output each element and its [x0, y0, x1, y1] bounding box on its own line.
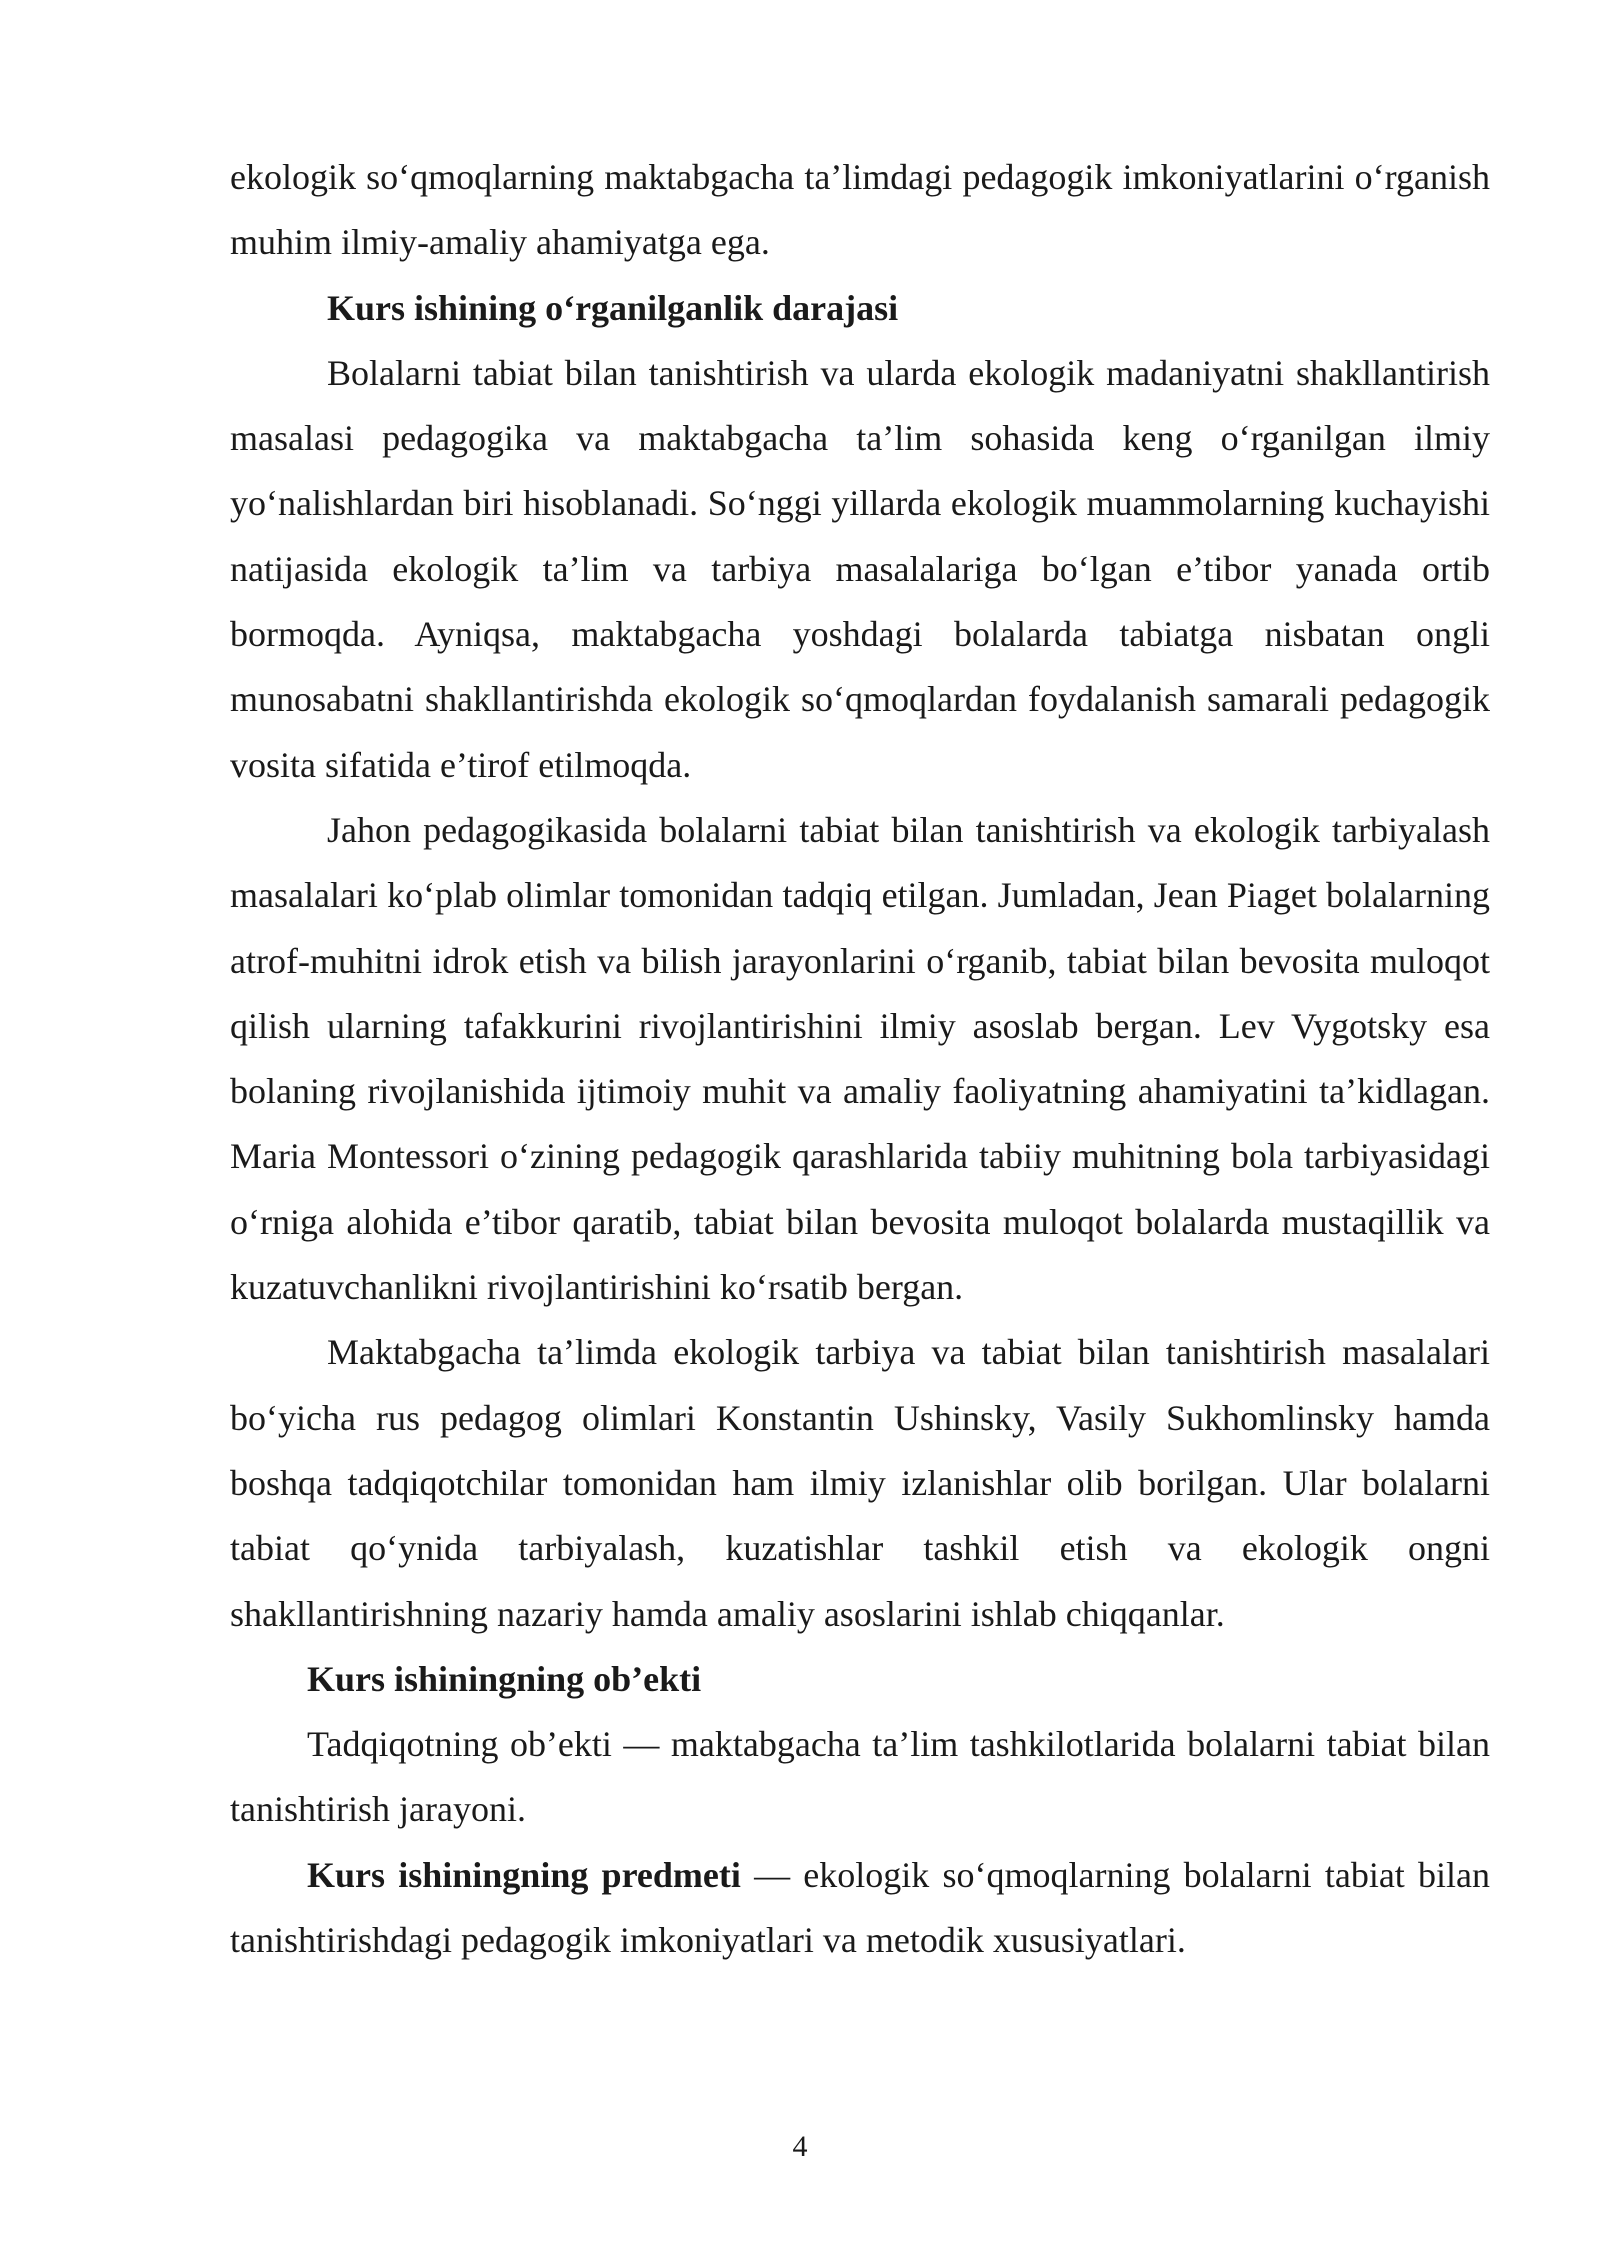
section-heading-study-level: Kurs ishining o‘rganilganlik darajasi	[327, 287, 899, 328]
paragraph-object: Tadqiqotning ob’ekti — maktabgacha ta’lim tashkilotlarida bolalarni tabiat bilan tanishtirish jarayoni.	[230, 1724, 1490, 1830]
section-heading-object: Kurs ishiningning ob’ekti	[307, 1658, 702, 1699]
subject-label: Kurs ishiningning predmeti	[307, 1854, 741, 1895]
paragraph-russian-scholars: Maktabgacha ta’limda ekologik tarbiya va tabiat bilan tanishtirish masalalari bo‘yicha rus pedagog olimlari Konstantin Ushinsky, Vasily Sukhomlinsky hamda boshqa tadqiqotchilar tomonidan ham ilmiy izlanishlar olib borilgan. Ular bolalarni tabiat qo‘ynida tarbiyalash, kuzatishlar tashkil etish va ekologik ongni shakllantirishning nazariy hamda amaliy asoslarini ishlab chiqqanlar.	[230, 1332, 1490, 1634]
page-body	[230, 145, 1490, 1973]
subject-text: — ekologik so‘qmoqlarning bolalarni tabiat bilan tanishtirishdagi pedagogik imkoniyatlari va metodik xususiyatlari.	[230, 1854, 1490, 1961]
page-number: 4	[792, 2130, 808, 2163]
paragraph-study-level: Bolalarni tabiat bilan tanishtirish va ularda ekologik madaniyatni shakllantirish masalasi pedagogika va maktabgacha ta’lim sohasida keng o‘rganilgan ilmiy yo‘nalishlardan biri hisoblanadi. So‘nggi yillarda ekologik muammolarning kuchayishi natijasida ekologik ta’lim va tarbiya masalalariga bo‘lgan e’tibor yanada ortib bormoqda. Ayniqsa, maktabgacha yoshdagi bolalarda tabiatga nisbatan ongli munosabatni shakllantirishda ekologik so‘qmoqlardan foydalanish samarali pedagogik vosita sifatida e’tirof etilmoqda.	[230, 352, 1490, 785]
paragraph-subject	[230, 1843, 1490, 1974]
paragraph-world-pedagogy: Jahon pedagogikasida bolalarni tabiat bilan tanishtirish va ekologik tarbiyalash masalalari ko‘plab olimlar tomonidan tadqiq etilgan. Jumladan, Jean Piaget bolalarning atrof-muhitni idrok etish va bilish jarayonlarini o‘rganib, tabiat bilan bevosita muloqot qilish ularning tafakkurini rivojlantirishini ilmiy asoslab bergan. Lev Vygotsky esa bolaning rivojlanishida ijtimoiy muhit va amaliy faoliyatning ahamiyatini ta’kidlagan. Maria Montessori o‘zining pedagogik qarashlarida tabiiy muhitning bola tarbiyasidagi o‘rniga alohida e’tibor qaratib, tabiat bilan bevosita muloqot bolalarda mustaqillik va kuzatuvchanlikni rivojlantirishini ko‘rsatib bergan.	[230, 809, 1490, 1308]
paragraph-continuation: ekologik so‘qmoqlarning maktabgacha ta’limdagi pedagogik imkoniyatlarini o‘rganish muhim ilmiy-amaliy ahamiyatga ega.	[230, 157, 1490, 263]
